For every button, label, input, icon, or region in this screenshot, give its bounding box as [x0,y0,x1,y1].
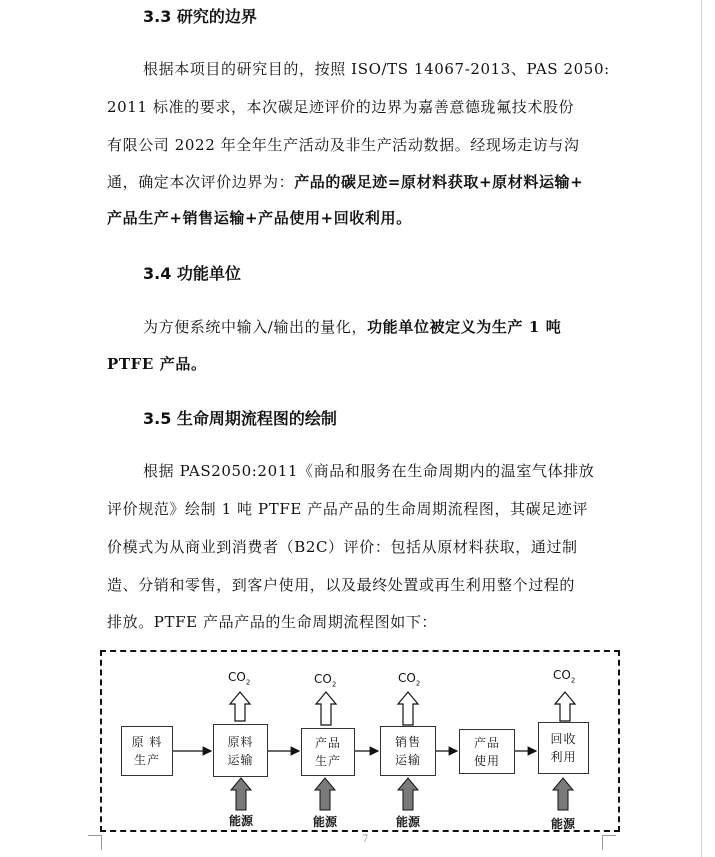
paragraph-line: 产品生产+销售运输+产品使用+回收利用。 [107,209,412,227]
paragraph-text: 为方便系统中输入/输出的量化， [143,318,368,336]
energy-arrow-up [398,778,418,810]
flow-node-raw-material-production: 原 料 生产 [121,726,173,776]
emission-arrow-up [316,692,336,725]
paragraph-line: 评价规范》绘制 1 吨 PTFE 产品产品的生命周期流程图，其碳足迹评 [107,500,589,518]
energy-arrow-up [315,778,335,810]
page-edge [701,0,702,857]
paragraph-text: 通，确定本次评价边界为： [107,173,295,191]
flow-node-raw-material-transport: 原料 运输 [213,724,268,777]
emission-arrow-up [555,692,575,721]
energy-arrow-up [553,778,573,810]
crop-mark [602,835,616,836]
crop-mark [88,835,102,836]
paragraph-line: 有限公司 2022 年全年生产活动及非生产活动数据。经现场走访与沟 [107,136,580,154]
crop-mark [101,836,102,850]
flow-node-recycling: 回收 利用 [538,722,589,774]
emission-arrow-up [398,692,418,725]
paragraph-line: 根据 PAS2050:2011《商品和服务在生命周期内的温室气体排放 [143,462,595,480]
co2-label: $CO_2$ [228,670,251,687]
section-heading-3-3: 3.3 研究的边界 [143,7,257,26]
energy-arrow-up [231,778,251,810]
paragraph-line: 根据本项目的研究目的，按照 ISO/TS 14067-2013、PAS 2050: [143,60,610,78]
flow-node-sales-transport: 销售 运输 [380,726,436,776]
energy-label: 能源 [313,815,338,829]
emission-arrow-up [230,692,250,721]
section-heading-3-4: 3.4 功能单位 [143,264,241,283]
bold-text: 产品的碳足迹=原材料获取+原材料运输+ [294,173,584,191]
flow-node-product-use: 产品 使用 [459,729,515,774]
flow-node-product-production: 产品 生产 [301,728,355,776]
paragraph-line: 2011 标准的要求，本次碳足迹评价的边界为嘉善意德珑氟技术股份 [107,98,575,116]
co2-label: $CO_2$ [553,668,576,685]
crop-mark [602,836,603,850]
bold-text: 功能单位被定义为生产 1 吨 [367,318,562,336]
paragraph-line: 排放。PTFE 产品产品的生命周期流程图如下： [107,613,438,631]
co2-label: $CO_2$ [314,672,337,689]
paragraph-line: 价模式为从商业到消费者（B2C）评价：包括从原材料获取，通过制 [107,538,578,556]
energy-label: 能源 [551,817,576,831]
page-number: 7 [362,834,369,845]
energy-label: 能源 [229,814,254,828]
paragraph-line: 造、分销和零售，到客户使用，以及最终处置或再生利用整个过程的 [107,576,576,594]
energy-label: 能源 [396,815,421,829]
paragraph-line: PTFE 产品。 [107,355,207,373]
co2-label: $CO_2$ [398,671,421,688]
section-heading-3-5: 3.5 生命周期流程图的绘制 [143,409,337,428]
